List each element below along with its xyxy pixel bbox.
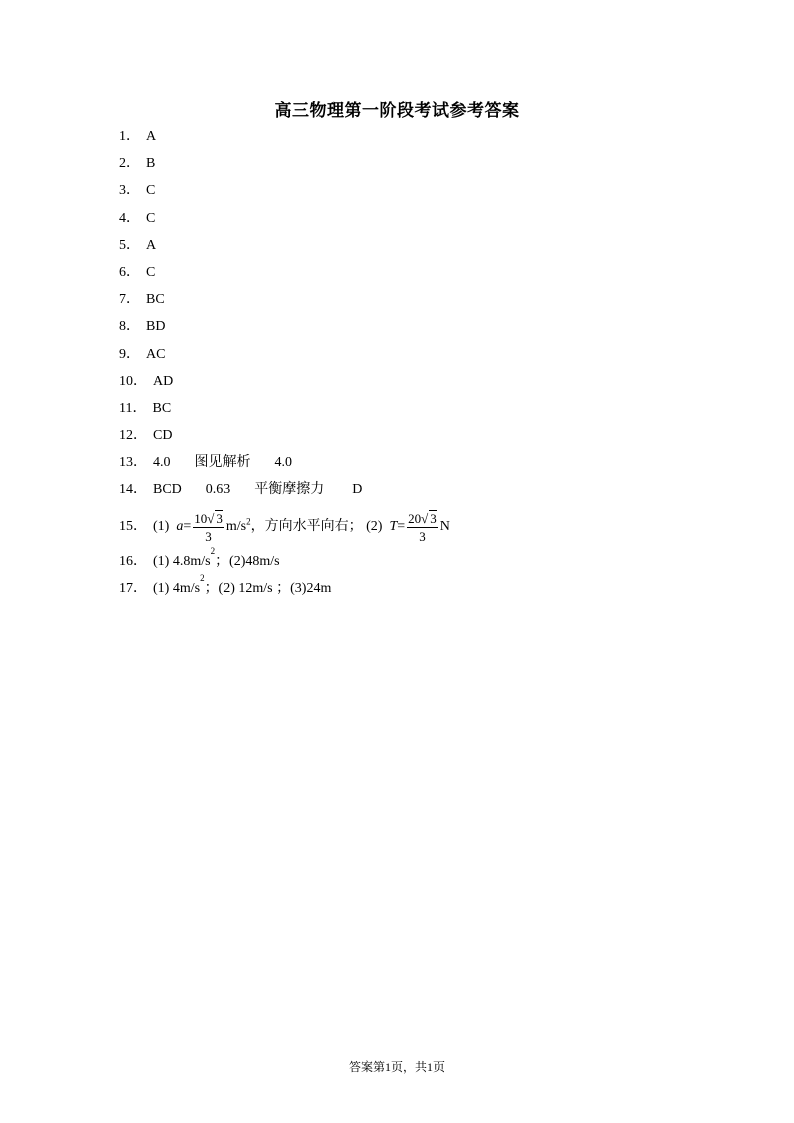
answer-text: AC — [146, 346, 166, 362]
question-number: 3． — [119, 183, 140, 199]
sqrt-icon: √ — [421, 510, 429, 526]
equals-sign: = — [183, 518, 192, 534]
answer-row-12 — [119, 425, 450, 452]
question-number: 4． — [119, 210, 140, 226]
radicand: 3 — [430, 510, 437, 526]
answer-text: C — [146, 210, 156, 226]
answer-row-17: 17． (1) 4m/s 2 ；(2) 12m/s ；(3)24m — [119, 578, 450, 605]
page-footer: 答案第1页，共1页 — [348, 1060, 445, 1074]
fraction-tension — [407, 510, 438, 544]
question-number: 16． — [119, 553, 147, 569]
question-number: 12． — [119, 428, 147, 444]
question-number: 7． — [119, 292, 140, 308]
unit-accel — [226, 516, 251, 538]
question-number: 9． — [119, 346, 140, 362]
answer-text: AD — [153, 373, 174, 389]
answer-part-1: (1) 4m/s — [153, 580, 201, 596]
answer-part-4: D — [352, 482, 363, 498]
question-number: 1． — [119, 129, 140, 144]
question-number: 5． — [119, 237, 140, 253]
sqrt-icon: √ — [207, 510, 215, 526]
answer-row-7 — [119, 289, 450, 316]
variable-a: a — [176, 518, 184, 534]
fraction-accel — [193, 510, 224, 544]
answer-row-1 — [119, 126, 450, 153]
answer-row-2 — [119, 153, 450, 180]
answer-text: CD — [153, 428, 173, 444]
unit-newton: N — [439, 518, 450, 534]
fraction-denominator: 3 — [205, 528, 212, 544]
answer-row-10 — [119, 371, 450, 398]
question-number: 6． — [119, 264, 140, 280]
fraction-numerator — [407, 510, 438, 528]
answer-part-1: 4.0 — [153, 455, 171, 471]
answer-part-2: ；(2) 12m/s ；(3)24m — [204, 580, 332, 596]
question-number: 17． — [119, 580, 147, 596]
question-number: 11． — [119, 400, 147, 416]
answer-part-2: 0.63 — [205, 482, 231, 498]
answer-row-3 — [119, 180, 450, 207]
answer-text: BC — [152, 400, 172, 416]
part-label-1: (1) — [153, 518, 170, 534]
answer-row-4 — [119, 208, 450, 235]
unit-base: m/s — [225, 518, 247, 534]
question-number: 2． — [119, 156, 140, 172]
answer-text: A — [146, 237, 157, 253]
answer-row-6 — [119, 262, 450, 289]
answer-text: C — [146, 183, 156, 199]
answer-text: C — [146, 264, 156, 280]
equals-sign: = — [397, 518, 406, 534]
part-label-2: (2) — [366, 518, 383, 534]
answer-row-11 — [119, 398, 450, 425]
answer-part-2: ；(2)48m/s — [215, 553, 280, 569]
answer-text: BD — [146, 319, 166, 335]
answer-row-15 — [119, 505, 450, 549]
answer-text: BC — [146, 292, 165, 308]
answer-row-9 — [119, 344, 450, 371]
question-number: 8． — [119, 319, 140, 335]
answer-text: A — [146, 129, 157, 144]
numerator-coefficient: 20 — [408, 510, 422, 526]
answer-row-8 — [119, 316, 450, 343]
unit-exponent: 2 — [246, 515, 251, 526]
direction-text: ，方向水平向右； — [250, 518, 363, 534]
question-number: 15． — [119, 518, 147, 534]
answer-text: B — [146, 156, 156, 172]
question-number: 10． — [119, 373, 147, 389]
answer-row-14 — [119, 479, 450, 506]
page-title: 高三物理第一阶段考试参考答案 — [274, 101, 520, 120]
answer-part-1: (1) 4.8m/s — [153, 553, 211, 569]
answer-list — [119, 126, 450, 605]
variable-t: T — [389, 518, 398, 534]
answer-part-3: 4.0 — [274, 455, 292, 471]
fraction-numerator — [193, 510, 224, 528]
answer-part-2: 图见解析 — [194, 455, 251, 471]
answer-row-16: 16． (1) 4.8m/s 2 ；(2)48m/s — [119, 551, 450, 578]
answer-part-3: 平衡摩擦力 — [254, 482, 325, 498]
fraction-denominator: 3 — [419, 528, 426, 544]
answer-part-1: BCD — [153, 482, 182, 498]
question-number: 14． — [119, 482, 147, 498]
answer-row-5 — [119, 235, 450, 262]
answer-row-13 — [119, 452, 450, 479]
radicand: 3 — [216, 510, 223, 526]
numerator-coefficient: 10 — [194, 510, 208, 526]
question-number: 13． — [119, 455, 147, 471]
